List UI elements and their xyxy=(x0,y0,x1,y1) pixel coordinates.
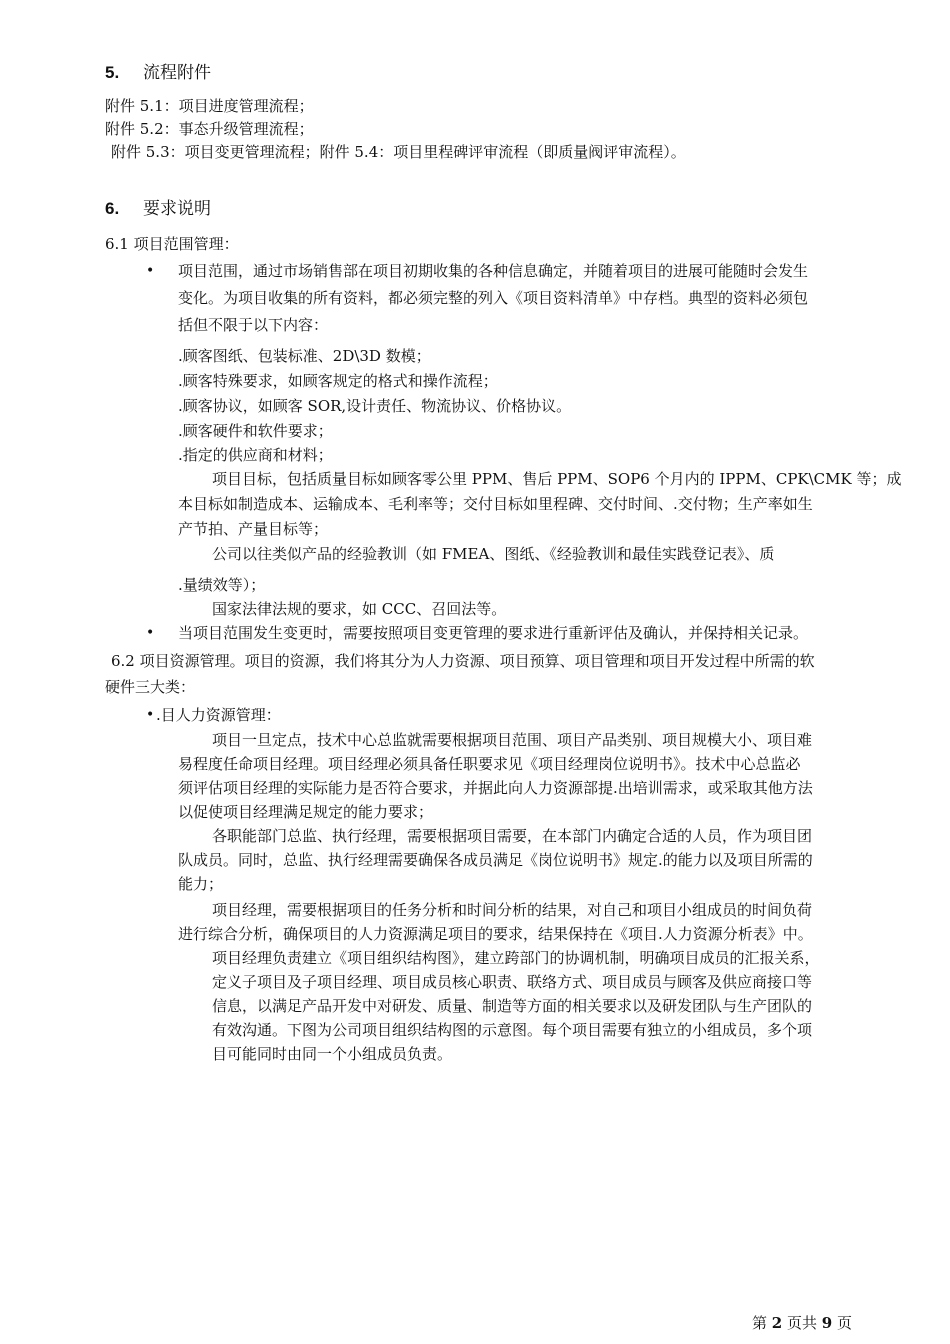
paragraph-line: .量绩效等）； xyxy=(178,576,266,594)
paragraph-line: 项目目标，包括质量目标如顾客零公里 PPM、售后 PPM、SOP6 个月内的 IPPM、CPK\CMK 等；成 xyxy=(212,470,902,488)
paragraph-line: 信息，以满足产品开发中对研发、质量、制造等方面的相关要求以及研发团队与生产团队的 xyxy=(212,997,813,1015)
bullet-dot: • xyxy=(146,263,155,279)
paragraph-line: 易程度任命项目经理。项目经理必须具备任职要求见《项目经理岗位说明书》。技术中心总监必 xyxy=(178,755,801,773)
page-number: 2 xyxy=(771,1314,783,1332)
paragraph-line: 项目一旦定点，技术中心总监就需要根据项目范围、项目产品类别、项目规模大小、项目难 xyxy=(212,731,813,749)
attachment-line: 附件 5.3：项目变更管理流程；附件 5.4：项目里程碑评审流程（即质量阀评审流程）。 xyxy=(111,143,686,161)
paragraph-line: 产节拍、产量目标等； xyxy=(178,520,329,538)
subsection-6-2-heading: 6.2 项目资源管理。项目的资源，我们将其分为人力资源、项目预算、项目管理和项目开发过程中所需的软 xyxy=(111,652,815,670)
paragraph-line: 进行综合分析，确保项目的人力资源满足项目的要求，结果保持在《项目.人力资源分析表》中。 xyxy=(178,925,813,943)
footer-middle: 页共 xyxy=(782,1314,822,1332)
paragraph-line: 当项目范围发生变更时，需要按照项目变更管理的要求进行重新评估及确认，并保持相关记录。 xyxy=(178,624,809,642)
attachment-line: 附件 5.2：事态升级管理流程； xyxy=(105,120,314,138)
section-5-number: 5. xyxy=(105,63,120,82)
page-footer xyxy=(752,1312,852,1334)
paragraph-line: 定义子项目及子项目经理、项目成员核心职责、联络方式、项目成员与顾客及供应商接口等 xyxy=(212,973,813,991)
paragraph-line: 各职能部门总监、执行经理，需要根据项目需要，在本部门内确定合适的人员，作为项目团 xyxy=(212,827,813,845)
paragraph-line: 有效沟通。下图为公司项目组织结构图的示意图。每个项目需要有独立的小组成员，多个项 xyxy=(212,1021,813,1039)
bullet-dot: • xyxy=(146,625,155,641)
paragraph-line: 本目标如制造成本、运输成本、毛利率等；交付目标如里程碑、交付时间、.交付物；生产率如生 xyxy=(178,495,813,513)
paragraph-line: 能力； xyxy=(178,875,224,893)
section-6-heading xyxy=(105,197,211,221)
paragraph-line: 项目经理负责建立《项目组织结构图》，建立跨部门的协调机制，明确项目成员的汇报关系， xyxy=(212,949,820,967)
paragraph-line: 以促使项目经理满足规定的能力要求； xyxy=(178,803,434,821)
paragraph-line: 须评估项目经理的实际能力是否符合要求，并据此向人力资源部提.出培训需求，或采取其他方法 xyxy=(178,779,813,797)
bullet-dot: • xyxy=(146,707,155,723)
attachment-line: 附件 5.1：项目进度管理流程； xyxy=(105,97,314,115)
section-5-heading xyxy=(105,61,211,85)
footer-prefix: 第 xyxy=(752,1314,772,1332)
paragraph-line: 变化。为项目收集的所有资料，都必须完整的列入《项目资料清单》中存档。典型的资料必须包 xyxy=(178,289,809,307)
list-item: .顾客协议，如顾客 SOR,设计责任、物流协议、价格协议。 xyxy=(178,397,572,415)
paragraph-line: 硬件三大类： xyxy=(105,678,196,696)
hr-management-heading: .目人力资源管理： xyxy=(156,706,281,724)
paragraph-line: 国家法律法规的要求，如 CCC、召回法等。 xyxy=(212,600,507,618)
subsection-6-1-heading: 6.1 项目范围管理： xyxy=(105,235,239,253)
paragraph-line: 项目经理，需要根据项目的任务分析和时间分析的结果，对自己和项目小组成员的时间负荷 xyxy=(212,901,813,919)
list-item: .顾客特殊要求，如顾客规定的格式和操作流程； xyxy=(178,372,498,390)
paragraph-line: 目可能同时由同一个小组成员负责。 xyxy=(212,1045,453,1063)
total-pages: 9 xyxy=(821,1314,833,1332)
paragraph-line: 公司以往类似产品的经验教训（如 FMEA、图纸、《经验教训和最佳实践登记表》、质 xyxy=(212,545,775,563)
section-6-title: 要求说明 xyxy=(143,199,211,219)
paragraph-line: 队成员。同时，总监、执行经理需要确保各成员满足《岗位说明书》规定.的能力以及项目所需的 xyxy=(178,851,813,869)
paragraph-line: 括但不限于以下内容： xyxy=(178,316,329,334)
footer-suffix: 页 xyxy=(832,1314,852,1332)
section-5-title: 流程附件 xyxy=(143,63,211,83)
list-item: .指定的供应商和材料； xyxy=(178,446,333,464)
list-item: .顾客图纸、包装标准、2D\3D 数模； xyxy=(178,347,431,365)
list-item: .顾客硬件和软件要求； xyxy=(178,422,333,440)
paragraph-line: 项目范围，通过市场销售部在项目初期收集的各种信息确定，并随着项目的进展可能随时会发生 xyxy=(178,262,809,280)
section-6-number: 6. xyxy=(105,199,120,218)
